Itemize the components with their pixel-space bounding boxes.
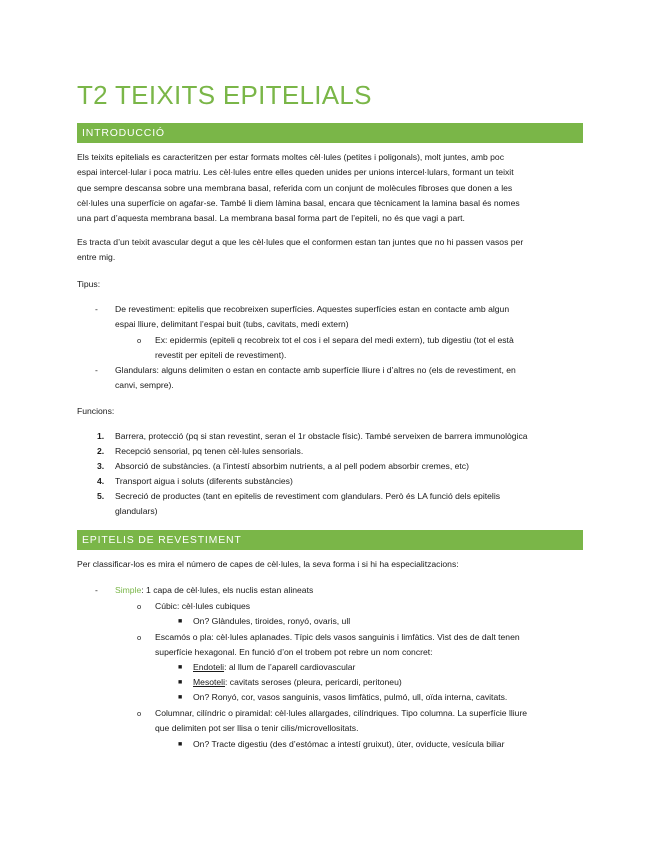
text-line: Glandulars: alguns delimiten o estan en contacte amb superfície lliure i d’altres no (els de revestiment, en [115, 365, 516, 375]
endoteli-description: : al llum de l’aparell cardiovascular [224, 662, 356, 672]
text-line: entre mig. [77, 252, 116, 263]
list-item-cubic-on: On? Glàndules, tiroides, ronyó, ovaris, ull [193, 616, 351, 626]
circle-bullet-icon: o [137, 633, 142, 642]
funcio-item: Transport aigua i soluts (diferents substàncies) [115, 476, 293, 486]
text-line: cèl·lules una superfície on agafar-se. També li diem làmina basal, encara que tècnicament la lamina basal és nomes [77, 197, 520, 208]
list-item-revestiment [115, 302, 583, 333]
list-item-escamos [155, 630, 583, 661]
simple-description: : 1 capa de cèl·lules, els nuclis estan alineats [141, 585, 314, 595]
text-line: Escamós o pla: cèl·lules aplanades. Típic dels vasos sanguinis i limfàtics. Vist des de dalt tenen [155, 632, 520, 642]
section-heading-epitelis-revestiment: EPITELIS DE REVESTIMENT [77, 530, 583, 550]
text-line: que delimiten pot ser llisa o tenir cilis/microvellositats. [155, 723, 359, 734]
text-line: espai intercel·lular i poca matriu. Les cèl·lules entre elles queden unides per unions intercel·lulars, formant un teixit [77, 167, 514, 178]
list-item-columnar [155, 706, 583, 737]
text-line: espai lliure, delimitant l’espai buit (tubs, cavitats, medi extern) [115, 319, 349, 330]
dash-bullet-icon: - [95, 585, 98, 595]
list-number: 2. [97, 446, 105, 456]
page-title: T2 TEIXITS EPITELIALS [77, 80, 372, 110]
simple-term: Simple [115, 585, 142, 595]
section2-intro: Per classificar-los es mira el número de capes de cèl·lules, la seva forma i si hi ha especialitzacions: [77, 559, 459, 569]
list-number: 5. [97, 491, 105, 501]
funcio-item: Barrera, protecció (pq si stan revestint, seran el 1r obstacle físic). També serveixen de barrera immunològica [115, 431, 528, 441]
text-line: Ex: epidermis (epiteli q recobreix tot el cos i el separa del medi extern), tub digestiu (tot el està [155, 335, 514, 345]
circle-bullet-icon: o [137, 336, 142, 345]
text-line: superfície hexagonal. En funció d’on el trobem pot rebre un nom concret: [155, 647, 433, 658]
dash-bullet-icon: - [95, 365, 98, 375]
text-line: glandulars) [115, 506, 158, 517]
list-item-columnar-on: On? Tracte digestiu (des d’estómac a intestí gruixut), úter, oviducte, vesícula biliar [193, 739, 505, 749]
intro-paragraph-2 [77, 235, 583, 266]
text-line: que sempre descansa sobre una membrana basal, referida com un conjunt de molècules fibroses que donen a les [77, 182, 513, 193]
list-item-cubic: Cúbic: cèl·lules cubiques [155, 601, 251, 611]
circle-bullet-icon: o [137, 602, 142, 611]
square-bullet-icon: ■ [178, 679, 183, 686]
text-line: De revestiment: epitelis que recobreixen superfícies. Aquestes superfícies estan en contacte amb algun [115, 304, 510, 314]
funcio-item [115, 489, 583, 520]
circle-bullet-icon: o [137, 709, 142, 718]
intro-paragraph-1 [77, 150, 583, 226]
text-line: una part d’aquesta membrana basal. La membrana basal forma part de l’epiteli, no és que vagi a part. [77, 213, 465, 224]
square-bullet-icon: ■ [178, 664, 183, 671]
text-line: revestit per epiteli de revestiment). [155, 350, 287, 361]
funcions-label: Funcions: [77, 406, 115, 416]
list-number: 1. [97, 431, 105, 441]
list-item-escamos-on: On? Ronyó, cor, vasos sanguinis, vasos limfàtics, pulmó, ull, oïda interna, cavitats. [193, 692, 508, 702]
text-line: Es tracta d’un teixit avascular degut a que les cèl·lules que el conformen estan tan juntes que no hi passen vasos per [77, 237, 524, 247]
text-line: Secreció de productes (tant en epitelis de revestiment com glandulars. Però és LA funció dels epitelis [115, 491, 501, 501]
funcio-item: Recepció sensorial, pq tenen cèl·lules sensorials. [115, 446, 304, 456]
list-item-glandulars [115, 363, 583, 394]
list-number: 3. [97, 461, 105, 471]
text-line: Els teixits epitelials es caracteritzen per estar formats moltes cèl·lules (petites i poligonals), molt juntes, amb poc [77, 152, 504, 162]
dash-bullet-icon: - [95, 304, 98, 314]
list-item-simple [115, 583, 583, 598]
endoteli-term: Endoteli [193, 662, 225, 672]
funcio-item: Absorció de substàncies. (a l’intestí absorbim nutrients, a al pell podem absorbir cremes, etc) [115, 461, 469, 471]
square-bullet-icon: ■ [178, 694, 183, 701]
square-bullet-icon: ■ [178, 741, 183, 748]
list-item-mesoteli [193, 675, 583, 690]
square-bullet-icon: ■ [178, 618, 183, 625]
mesoteli-term: Mesoteli [193, 677, 225, 687]
text-line: Columnar, cilíndric o piramidal: cèl·lules allargades, cilíndriques. Tipo columna. La superfície lliure [155, 708, 528, 718]
list-number: 4. [97, 476, 105, 486]
tipus-label: Tipus: [77, 279, 101, 289]
text-line: canvi, sempre). [115, 380, 174, 391]
mesoteli-description: : cavitats seroses (pleura, pericardi, peritoneu) [225, 677, 402, 687]
list-item-endoteli [193, 660, 583, 675]
list-item-example [155, 333, 583, 364]
section-heading-introduccio: INTRODUCCIÓ [77, 123, 583, 143]
